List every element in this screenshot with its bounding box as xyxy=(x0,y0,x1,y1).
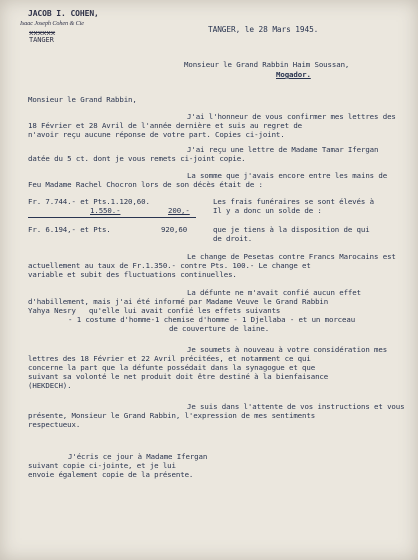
p2-line: datée du 5 ct. dont je vous remets ci-joint copie. xyxy=(28,154,246,163)
p6-line: Je soumets à nouveau à votre considération mes xyxy=(187,345,388,354)
p5-line: d'habillement, mais j'ai été informé par Madame Veuve le Grand Rabbin xyxy=(28,297,329,306)
p4-line: variable et subit des fluctuations continuelles. xyxy=(28,270,237,279)
p6-line: (HEKDECH). xyxy=(28,381,72,390)
p4-line: Le change de Pesetas contre Francs Marocains est xyxy=(187,252,396,261)
p3-line: Feu Madame Rachel Chocron lors de son décès était de : xyxy=(28,180,263,189)
fin1-amounts: Fr. 7.744.- et Pts.1.120,60. xyxy=(28,197,150,206)
date-line: TANGER, le 28 Mars 1945. xyxy=(208,25,319,34)
letterhead-struck: xxxxxx xyxy=(29,28,56,37)
p6-line: concerne la part que la défunte possédait dans la synagogue et que xyxy=(28,363,316,372)
fin1-balance-label: Il y a donc un solde de : xyxy=(213,206,322,215)
p8-line: J'écris ce jour à Madame Ifergan xyxy=(68,452,208,461)
fin2-fr: Fr. 6.194,- et Pts. xyxy=(28,225,111,234)
p5-line: de couverture de laine. xyxy=(169,324,270,333)
recipient-line2: Mogador. xyxy=(276,70,311,79)
p6-line: lettres des 18 Février et 22 Avril précitées, et notamment ce qui xyxy=(28,354,311,363)
letterhead-city: TANGER xyxy=(29,36,54,44)
p5-line: Yahya Nesry qu'elle lui avait confié les effets suivants xyxy=(28,306,281,315)
fin2-text: de droit. xyxy=(213,234,253,243)
p1-line: 18 Février et 28 Avril de l'année dernière et suis au regret de xyxy=(28,121,303,130)
p6-line: suivant sa volonté le net produit doit être destiné à la bienfaisance xyxy=(28,372,329,381)
fin1-pts-expense: 200,- xyxy=(168,206,190,215)
p5-line: - 1 costume d'homme-1 chemise d'homme - 1 Djellaba - et un morceau xyxy=(68,315,356,324)
sum-rule xyxy=(28,217,196,218)
salutation: Monsieur le Grand Rabbin, xyxy=(28,95,137,104)
fin2-pts: 920,60 xyxy=(161,225,188,234)
p5-line: La défunte ne m'avait confié aucun effet xyxy=(187,288,361,297)
p2-line: J'ai reçu une lettre de Madame Tamar Ifergan xyxy=(187,145,379,154)
p7-line: respectueux. xyxy=(28,420,81,429)
p8-line: envoie également copie de la présente. xyxy=(28,470,194,479)
p8-line: suivant copie ci-jointe, et je lui xyxy=(28,461,176,470)
fin1-expenses: Les frais funéraires se sont élevés à xyxy=(213,197,374,206)
letterhead-company: Isaac Joseph Cohen & Cie xyxy=(20,20,84,27)
fin2-text: que je tiens à la disposition de qui xyxy=(213,225,370,234)
letterhead-name: JACOB I. COHEN, xyxy=(28,9,99,18)
p4-line: actuellement au taux de Fr.1.350.- contre Pts. 100.- Le change et xyxy=(28,261,311,270)
p1-line: n'avoir reçu aucune réponse de votre part. Copies ci-joint. xyxy=(28,130,285,139)
p3-line: La somme que j'avais encore entre les mains de xyxy=(187,171,388,180)
fin1-fr-expense: 1.550.- xyxy=(90,206,121,215)
p1-line: J'ai l'honneur de vous confirmer mes lettres des xyxy=(187,112,396,121)
p7-line: présente, Monsieur le Grand Rabbin, l'expression de mes sentiments xyxy=(28,411,316,420)
p7-line: Je suis dans l'attente de vos instructions et vous xyxy=(187,402,405,411)
recipient-line1: Monsieur le Grand Rabbin Haim Soussan, xyxy=(184,60,350,69)
